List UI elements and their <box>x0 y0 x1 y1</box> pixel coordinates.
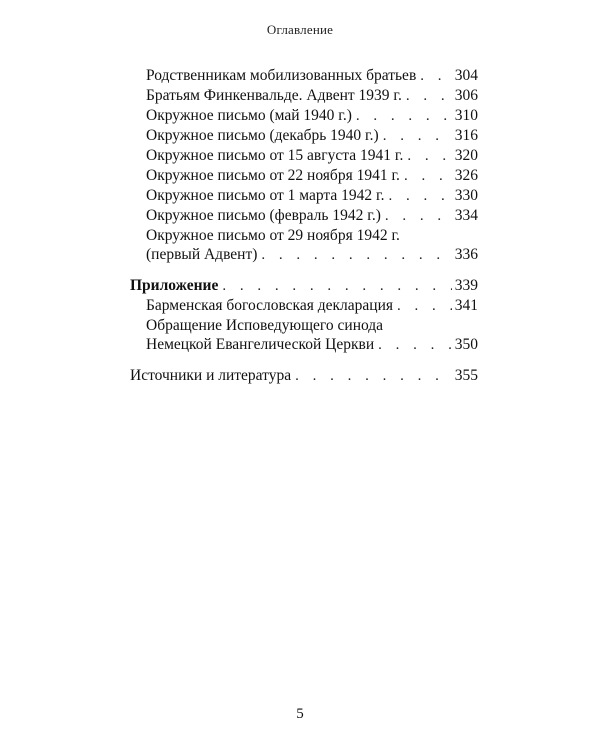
toc-entry[interactable] <box>130 206 478 226</box>
toc-entry[interactable] <box>130 166 478 186</box>
toc-entry-title: Окружное письмо от 22 ноября 1941 г. <box>146 167 400 184</box>
toc-entry-page: 326 <box>454 167 478 184</box>
toc-entry-title: Окружное письмо от 15 августа 1941 г. <box>146 147 404 164</box>
toc-entry-page: 330 <box>454 187 478 204</box>
toc-entry-page: 316 <box>454 127 478 144</box>
toc-entry-title: Барменская богословская декларация <box>146 297 393 314</box>
toc-leader-dots <box>397 297 452 316</box>
toc-section-title: Приложение <box>130 277 219 294</box>
page-number: 5 <box>296 706 304 722</box>
toc-entry-title: Братьям Финкенвальде. Адвент 1939 г. <box>146 87 402 104</box>
toc-entry-title-line2: Немецкой Евангелической Церкви <box>146 336 375 353</box>
toc-entry[interactable] <box>130 296 478 316</box>
toc-entry-page: 304 <box>454 67 478 84</box>
toc-entry[interactable] <box>130 106 478 126</box>
toc-entry[interactable] <box>130 126 478 146</box>
toc-entry-page: 336 <box>454 246 478 263</box>
toc-entry-title: Окружное письмо от 1 марта 1942 г. <box>146 187 385 204</box>
toc-leader-dots <box>222 277 452 296</box>
toc-section-sources[interactable] <box>130 366 478 386</box>
toc-leader-dots <box>407 147 452 166</box>
toc-entry-page: 334 <box>454 207 478 224</box>
toc-leader-dots <box>404 167 452 186</box>
toc-entry-title-line2: (первый Адвент) <box>146 246 258 263</box>
toc-entry[interactable] <box>130 186 478 206</box>
toc-leader-dots <box>356 107 452 126</box>
toc-entry-page: 341 <box>454 297 478 314</box>
toc-entry-title-line1[interactable]: Обращение Исповедующего синода <box>146 317 384 334</box>
toc-entry-title: Окружное письмо (февраль 1942 г.) <box>146 207 381 224</box>
toc-leader-dots <box>383 127 452 146</box>
toc-entry[interactable] <box>130 86 478 106</box>
toc-leader-dots <box>295 367 452 386</box>
toc-entry-title-line1[interactable]: Окружное письмо от 29 ноября 1942 г. <box>146 227 400 244</box>
toc-section-page: 339 <box>454 277 478 294</box>
toc-section-appendix[interactable] <box>130 276 478 296</box>
running-title: Оглавление <box>266 22 334 37</box>
toc-leader-dots <box>420 67 452 86</box>
toc-entry-page: 310 <box>454 107 478 124</box>
toc-entry-title: Окружное письмо (май 1940 г.) <box>146 107 352 124</box>
toc-entry-page: 350 <box>454 336 478 353</box>
toc-section-title: Источники и литература <box>130 367 292 384</box>
toc-section-page: 355 <box>454 367 478 384</box>
toc-leader-dots <box>261 246 452 265</box>
toc-leader-dots <box>385 207 452 226</box>
toc-leader-dots <box>378 336 452 355</box>
toc-entry[interactable] <box>130 66 478 86</box>
toc-entry[interactable] <box>130 245 478 265</box>
toc-entry[interactable] <box>130 335 478 355</box>
table-of-contents <box>130 66 478 386</box>
toc-entry-title: Окружное письмо (декабрь 1940 г.) <box>146 127 379 144</box>
toc-leader-dots <box>406 87 452 106</box>
toc-leader-dots <box>389 187 452 206</box>
toc-entry-title: Родственникам мобилизованных братьев <box>146 67 417 84</box>
toc-entry[interactable] <box>130 146 478 166</box>
toc-entry-page: 320 <box>454 147 478 164</box>
toc-entry-page: 306 <box>454 87 478 104</box>
